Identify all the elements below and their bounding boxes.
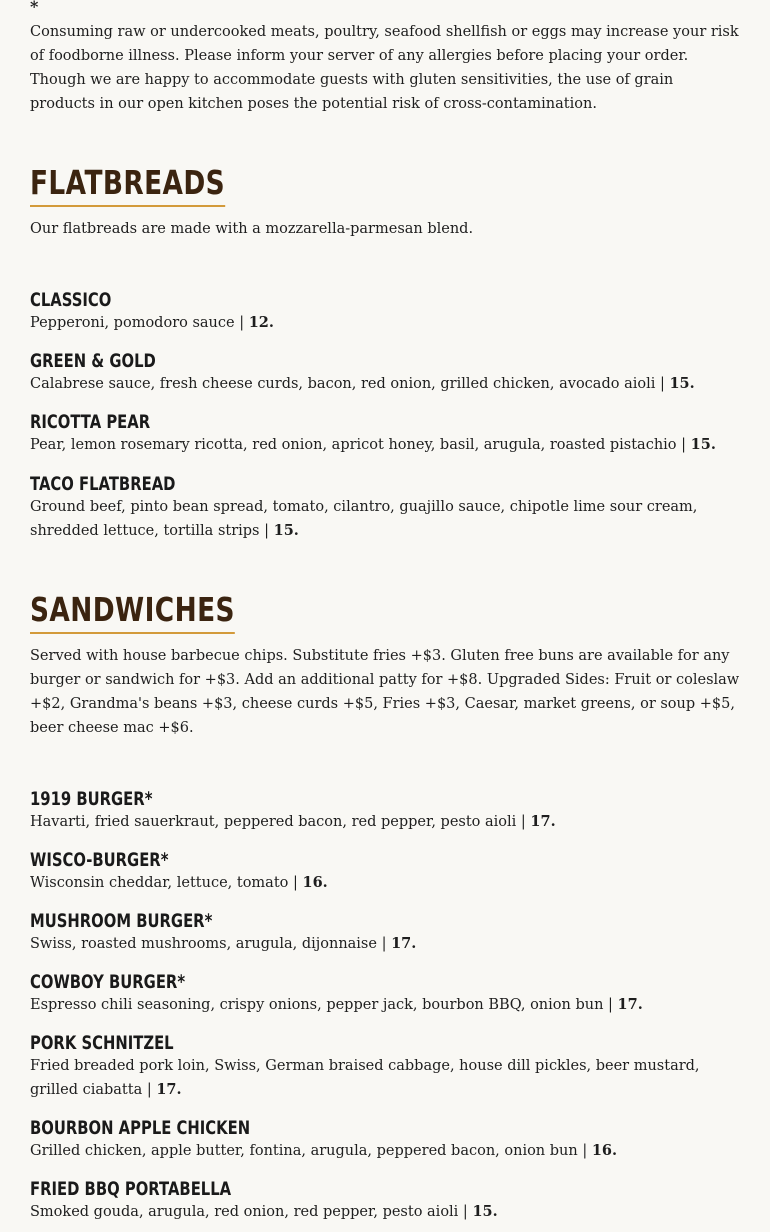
menu-item-cowboy-burger — [30, 972, 740, 1017]
item-price: 16. — [302, 874, 328, 891]
menu-item-wisco-burger — [30, 850, 740, 895]
item-price: 15. — [472, 1203, 498, 1220]
item-description: Ground beef, pinto bean spread, tomato, cilantro, guajillo sauce, chipotle lime sour cream, shredded lettuce, tortilla strips | 15. — [30, 499, 698, 539]
item-description: Wisconsin cheddar, lettuce, tomato | 16. — [30, 874, 328, 891]
item-description: Fried breaded pork loin, Swiss, German braised cabbage, house dill pickles, beer mustard, grilled ciabatta | 17. — [30, 1058, 700, 1098]
item-description: Pepperoni, pomodoro sauce | 12. — [30, 314, 274, 331]
item-name: BOURBON APPLE CHICKEN — [30, 1118, 251, 1139]
item-name: PORK SCHNITZEL — [30, 1033, 174, 1054]
item-description: Pear, lemon rosemary ricotta, red onion, apricot honey, basil, arugula, roasted pistachio | 15. — [30, 436, 716, 453]
item-price: 17. — [530, 813, 556, 830]
section-intro-sandwiches: Served with house barbecue chips. Substitute fries +$3. Gluten free buns are available for any burger or sandwich for +$3. Add an additional patty for +$8. Upgraded Sides: Fruit or coleslaw +$2, Grandma's beans +$3, cheese curds +$5, Fries +$3, Caesar, market greens, or soup +$5, beer cheese mac +$6. — [30, 648, 740, 736]
item-name: COWBOY BURGER* — [30, 972, 186, 993]
item-description: Grilled chicken, apple butter, fontina, arugula, peppered bacon, onion bun | 16. — [30, 1142, 618, 1159]
menu-item-pork-schnitzel — [30, 1033, 740, 1102]
item-name: MUSHROOM BURGER* — [30, 911, 213, 932]
section-intro-flatbreads: Our flatbreads are made with a mozzarella-parmesan blend. — [30, 221, 474, 237]
item-price: 15. — [690, 436, 716, 453]
item-price: 15. — [273, 522, 299, 539]
menu-item-taco-flatbread — [30, 474, 740, 543]
section-title-flatbreads: FLATBREADS — [30, 163, 225, 207]
menu-item-1919-burger — [30, 789, 740, 834]
menu-item-ricotta-pear — [30, 412, 740, 457]
menu-item-mushroom-burger — [30, 911, 740, 956]
allergy-disclaimer: Consuming raw or undercooked meats, poultry, seafood shellfish or eggs may increase your risk of foodborne illness. Please inform your server of any allergies before placing your order. Though we are happy to accommodate guests with gluten sensitivities, the use of grain products in our open kitchen poses the potential risk of cross-contamination. — [30, 24, 739, 112]
item-name: FRIED BBQ PORTABELLA — [30, 1179, 232, 1200]
item-price: 17. — [617, 996, 643, 1013]
item-name: RICOTTA PEAR — [30, 412, 151, 433]
menu-item-bourbon-apple-chicken — [30, 1118, 740, 1163]
section-title-sandwiches: SANDWICHES — [30, 590, 235, 634]
item-price: 17. — [156, 1081, 182, 1098]
item-description: Havarti, fried sauerkraut, peppered bacon, red pepper, pesto aioli | 17. — [30, 813, 556, 830]
item-name: TACO FLATBREAD — [30, 474, 176, 495]
menu-item-fried-bbq-portabella — [30, 1179, 740, 1224]
item-price: 12. — [248, 314, 274, 331]
item-name: 1919 BURGER* — [30, 789, 153, 810]
item-price: 17. — [391, 935, 417, 952]
item-description: Espresso chili seasoning, crispy onions, pepper jack, bourbon BBQ, onion bun | 17. — [30, 996, 643, 1013]
menu-item-green-gold — [30, 351, 740, 396]
menu-item-classico — [30, 290, 740, 335]
item-description: Calabrese sauce, fresh cheese curds, bacon, red onion, grilled chicken, avocado aioli | 15. — [30, 375, 695, 392]
item-description: Swiss, roasted mushrooms, arugula, dijonnaise | 17. — [30, 935, 417, 952]
item-description: Smoked gouda, arugula, red onion, red pepper, pesto aioli | 15. — [30, 1203, 498, 1220]
item-name: WISCO-BURGER* — [30, 850, 169, 871]
item-price: 15. — [669, 375, 695, 392]
item-name: CLASSICO — [30, 290, 112, 311]
item-name: GREEN & GOLD — [30, 351, 156, 372]
item-price: 16. — [591, 1142, 618, 1159]
disclaimer-marker: * — [30, 0, 39, 16]
